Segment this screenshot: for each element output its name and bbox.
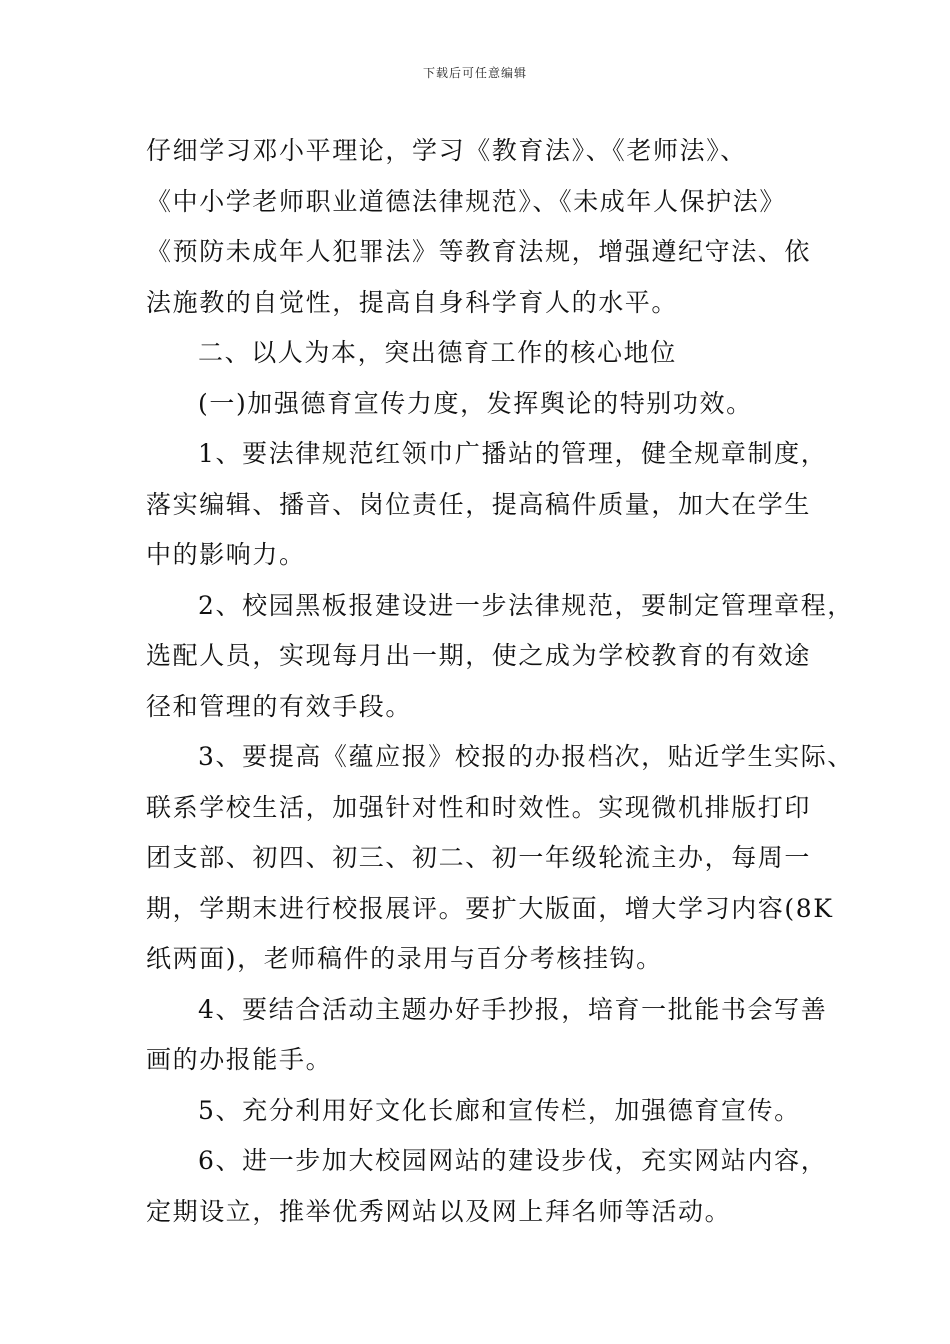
text-line: 5、充分利用好文化长廊和宣传栏，加强德育宣传。 — [198, 1095, 801, 1125]
text-line: 落实编辑、播音、岗位责任，提高稿件质量，加大在学生 — [146, 489, 812, 519]
text-line: 《预防未成年人犯罪法》等教育法规，增强遵纪守法、依 — [146, 237, 812, 266]
text-line: 联系学校生活，加强针对性和时效性。实现微机排版打印 — [146, 792, 812, 822]
text-line: (一)加强德育宣传力度，发挥舆论的特别功效。 — [198, 388, 753, 418]
text-line: 法施教的自觉性，提高自身科学育人的水平。 — [146, 287, 679, 317]
text-line: 3、要提高《蕴应报》校报的办报档次，贴近学生实际、 — [198, 742, 854, 771]
text-line: 1、要法律规范红领巾广播站的管理，健全规章制度， — [198, 439, 828, 468]
text-line: 期，学期末进行校报展评。要扩大版面，增大学习内容(8K — [146, 893, 834, 923]
text-line: 径和管理的有效手段。 — [146, 691, 413, 721]
text-line: 4、要结合活动主题办好手抄报，培育一批能书会写善 — [198, 994, 828, 1024]
text-line: 定期设立，推举优秀网站以及网上拜名师等活动。 — [146, 1196, 732, 1226]
text-line: 画的办报能手。 — [146, 1045, 333, 1074]
text-line: 选配人员，实现每月出一期，使之成为学校教育的有效途 — [146, 641, 812, 670]
text-line: 中的影响力。 — [146, 540, 306, 569]
text-line: 《中小学老师职业道德法律规范》、《未成年人保护法》 — [146, 186, 787, 216]
text-line: 纸两面)，老师稿件的录用与百分考核挂钩。 — [146, 944, 663, 973]
text-line: 6、进一步加大校园网站的建设步伐，充实网站内容， — [198, 1146, 828, 1175]
page-header: 下载后可任意编辑 — [422, 66, 527, 80]
text-line: 2、校园黑板报建设进一步法律规范，要制定管理章程， — [198, 590, 854, 620]
text-line: 仔细学习邓小平理论，学习《教育法》、《老师法》、 — [146, 136, 747, 165]
text-line: 团支部、初四、初三、初二、初一年级轮流主办，每周一 — [146, 843, 812, 872]
document-body — [146, 126, 854, 1237]
text-line: 二、以人为本，突出德育工作的核心地位 — [198, 338, 677, 367]
